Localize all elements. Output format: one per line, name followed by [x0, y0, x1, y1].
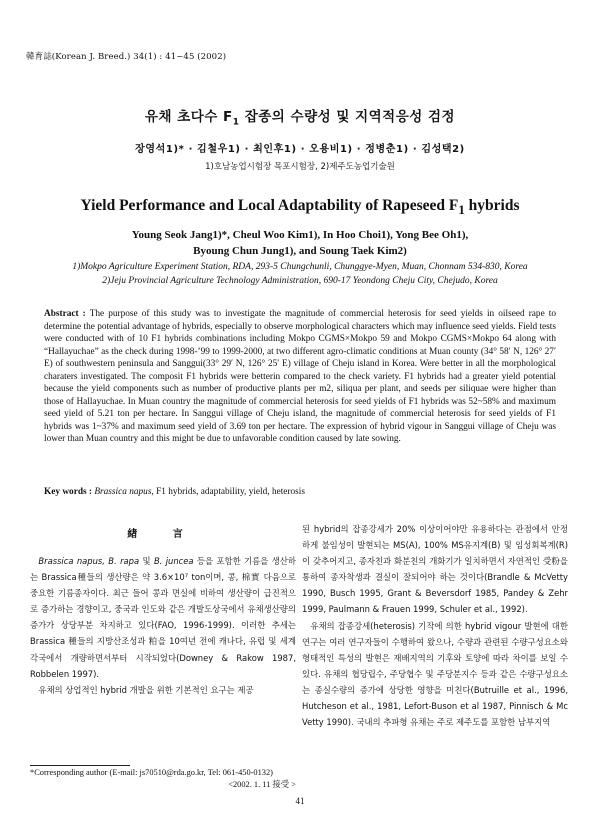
- korean-title: [0, 105, 600, 128]
- left-para2-text: 유채의 상업적인 hybrid 개발을 위한 기본적인 요구는 제공: [38, 684, 254, 695]
- keywords-label: Key words :: [44, 487, 93, 497]
- corresponding-author: *Corresponding author (E-mail: js70510@rda.go.kr, Tel: 061-450-0132): [30, 768, 273, 777]
- english-affiliation: [0, 261, 600, 288]
- left-para1: [30, 553, 296, 682]
- footnote: [30, 767, 300, 790]
- right-para1: 된 hybrid의 잡종강세가 20% 이상이어야만 유용하다는 관점에서 안정하게 불임성이 발현되는 MS(A), 100% MS유지계(B) 및 임성회복계(R)이 갖추어지고, 종자친과 화분친의 개화기가 일치하면서 자연적인 受粉을 통하여 종자착생과 결실이 잘되어야 하는 것이다(Brandle & McVetty 1990, Busch 1995, Grant & Beversdorf 1985, Pandey & Zehr 1999, Paulmann & Frauen 1999, Schuler et al., 1992).: [302, 524, 568, 615]
- english-title: [0, 197, 600, 218]
- english-title-part1: Yield Performance and Local Adaptability of Rapeseed F: [80, 197, 459, 214]
- keywords-species: Brassica napus: [94, 487, 152, 497]
- right-column: [302, 521, 568, 730]
- abstract: [44, 308, 556, 446]
- english-title-sub: 1: [458, 202, 465, 218]
- conjunction: 및: [139, 556, 154, 566]
- species-name-juncea: B. juncea: [153, 556, 194, 566]
- keywords: [44, 487, 556, 497]
- section-title: 緖 言: [127, 529, 199, 540]
- korean-title-sub: 1: [232, 117, 240, 128]
- english-title-part2: hybrids: [464, 197, 520, 214]
- species-names: Brassica napus, B. rapa: [38, 556, 140, 566]
- left-para1-text: 등을 포함한 기름을 생산하는 Brassica種들의 생산량은 약 3.6×10⁷ ton이며, 콩, 棉實 다음으로 중요한 기름종자이다. 최근 들어 콩과 면실에 비하여 생산량이 급진적으로 증가하는 경향이고, 중국과 인도와 같은 개발도상국에서 유채생산량의 증가가 상당부분 차지하고 있다(FAO, 1996-1999). 이러한 추세는 Brassica 種들의 지방산조성과 粕을 10여년 전에 캐나다, 유럽 및 세계각국에서 개량하면서부터 시작되었다(Downey & Rakow 1987, Robbelen 1997).: [30, 556, 296, 679]
- korean-title-part1: 유채 초다수 F: [144, 109, 233, 125]
- right-para2-text: 유채의 잡종강세(heterosis) 기작에 의한 hybrid vigour 발현에 대한 연구는 여러 연구자들이 수행하여 왔으나, 수량과 관련된 수량구성요소와 형태적인 특성의 발현은 재배지역의 기후와 토양에 따라 차이를 보일 수 있다. 유채의 협당립수, 주당협수 및 주당분지수 등과 같은 수량구성요소는 종실수량의 증가에 상당한 영향을 미친다(Butruille et al., 1996, Hutcheson et al., 1981, Lefort-Buson et al 1987, Pinnisch & Mc Vetty 1990). 국내의 추파형 유채는 주로 제주도를 포함한 남부지역: [302, 620, 568, 728]
- korean-title-part2: 잡종의 수량성 및 지역적응성 검정: [239, 109, 456, 125]
- english-authors-line1: Young Seok Jang1)*, Cheul Woo Kim1), In Hoo Choi1), Yong Bee Oh1),: [131, 229, 469, 241]
- journal-citation: 韓育誌(Korean J. Breed.) 34(1) : 41~45 (2002): [26, 52, 227, 62]
- left-column: [30, 553, 296, 698]
- english-authors: [0, 227, 600, 259]
- korean-affiliation: 1)호남농업시험장 목포시험장, 2)제주도농업기술원: [205, 162, 395, 172]
- english-affiliation-line1: 1)Mokpo Agriculture Experiment Station, RDA, 293-5 Chungchunli, Chunggye-Myen, Muan, Chonnam 534-830, Korea: [72, 262, 528, 272]
- right-para2: [302, 618, 568, 731]
- received-date: <2002. 1. 11 接受 >: [228, 779, 296, 789]
- english-affiliation-line2: 2)Jeju Provincial Agriculture Technology Administration, 690-17 Yeondong Cheju City, Chejudo, Korea: [102, 275, 498, 286]
- abstract-label: Abstract :: [44, 309, 86, 319]
- abstract-text: The purpose of this study was to investigate the magnitude of commercial heterosis for seed yields in oilseed rape to determine the potential advantage of hybrids, especially to observe morphological characters which may influence seed yields. Field tests were conducted with of 10 F1 hybrids combinations including Mokpo CGMS×Mokpo 59 and Mokpo CGMS×Mokpo 64 along with “Hallayuchae” as the check during 1998-’99 to 1999-2000, at two different agro-climatic conditions at Muan county (34° 58′ N, 126° 27′ E) of southwestern peninsula and Sanggui(33° 29′ N, 126° 25′ E) village of Cheju island in Korea. Were better in all the morphological charaters investigated. The composit F1 hybrids were betterin compared to the check variety. F1 hybrids had a greater yield potential because the yield components such as number of productive plants per m2, siliqua per plant, and seeds per siliquae were higher than those of Hallayuchae. In Muan country the magnitude of commercial heterosis for seed yields of F1 hybrids was 52~58% and maximum seed yield of 5.21 ton per hectare. In Sanggui village of Cheju island, the magnitude of commercial heterosis for seed yields of F1 hybrids was 1~37% and maximum seed yield of 3.69 ton per hectare. The expression of hybrid vigour in Sanggui village of Cheju was lower than Muan country and this might be due to unfavorable condition caused by late sowing.: [44, 309, 557, 444]
- english-authors-line2: Byoung Chun Jung1), and Soung Taek Kim2): [193, 245, 407, 257]
- page-number: 41: [295, 796, 305, 806]
- korean-authors: 장영석1)* · 김철우1) · 최인후1) · 오용비1) · 정병춘1) · 김성택2): [135, 144, 465, 155]
- left-para2: [30, 682, 296, 698]
- keywords-rest: , F1 hybrids, adaptability, yield, heterosis: [151, 487, 305, 497]
- footnote-rule: [30, 765, 130, 766]
